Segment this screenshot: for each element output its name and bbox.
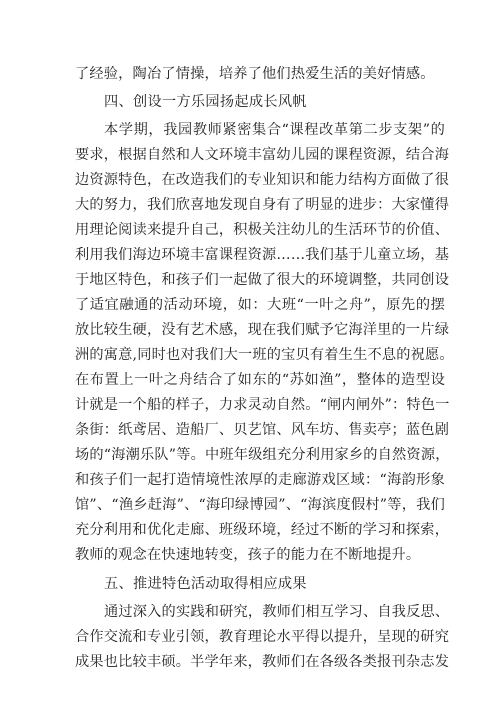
text-line: 了适宜融通的活动环境，如：大班“一叶之舟”，原先的摆 bbox=[75, 297, 445, 313]
text-line: 利用我们海边环境丰富课程资源……我们基于儿童立场，基 bbox=[75, 247, 450, 263]
text-line: 边资源特色，在改造我们的专业知识和能力结构方面做了很 bbox=[75, 172, 450, 188]
text-line: 本学期，我园教师紧密集合“课程改革第二步支架”的 bbox=[104, 122, 445, 138]
text-line: 在布置上一叶之舟结合了如东的“苏如渔”，整体的造型设 bbox=[75, 372, 445, 388]
text-line: 条街：纸鸢居、造船厂、贝艺馆、风车坊、售卖亭；蓝色剧 bbox=[75, 422, 450, 438]
section-heading: 四、创设一方乐园扬起成长风帆 bbox=[104, 94, 307, 110]
text-line: 放比较生硬，没有艺术感，现在我们赋予它海洋里的一片绿 bbox=[75, 322, 450, 338]
text-line: 要求，根据自然和人文环境丰富幼儿园的课程资源，结合海 bbox=[75, 147, 450, 163]
text-line: 大的努力，我们欣喜地发现自身有了明显的进步：大家懂得 bbox=[75, 197, 450, 213]
text-line: 合作交流和专业引领，教育理论水平得以提升，呈现的研究 bbox=[75, 629, 450, 645]
text-line: 充分利用和优化走廊、班级环境，经过不断的学习和探索， bbox=[75, 522, 450, 538]
text-line: 于地区特色，和孩子们一起做了很大的环境调整，共同创设 bbox=[75, 272, 450, 288]
text-line: 场的“海潮乐队”等。中班年级组充分利用家乡的自然资源， bbox=[75, 447, 450, 463]
section-heading: 五、推进特色活动取得相应成果 bbox=[104, 576, 307, 592]
text-line: 用理论阅读来提升自己，积极关注幼儿的生活环节的价值、 bbox=[75, 222, 450, 238]
text-line: 洲的寓意,同时也对我们大一班的宝贝有着生生不息的祝愿。 bbox=[75, 347, 454, 363]
text-line: 了经验，陶冶了情操，培养了他们热爱生活的美好情感。 bbox=[75, 66, 435, 82]
text-line: 成果也比较丰硕。半学年来，教师们在各级各类报刊杂志发 bbox=[75, 654, 450, 670]
text-line: 通过深入的实践和研究，教师们相互学习、自我反思、 bbox=[104, 604, 450, 620]
text-line: 馆”、“渔乡赶海”、“海印绿博园”、“海滨度假村”等，我们 bbox=[75, 497, 445, 513]
text-line: 计就是一个船的样子，力求灵动自然。“闸内闸外”：特色一 bbox=[75, 397, 450, 413]
text-line: 教师的观念在快速地转变，孩子的能力在不断地提升。 bbox=[75, 547, 421, 563]
text-line: 和孩子们一起打造情境性浓厚的走廊游戏区域：“海韵形象 bbox=[75, 472, 445, 488]
